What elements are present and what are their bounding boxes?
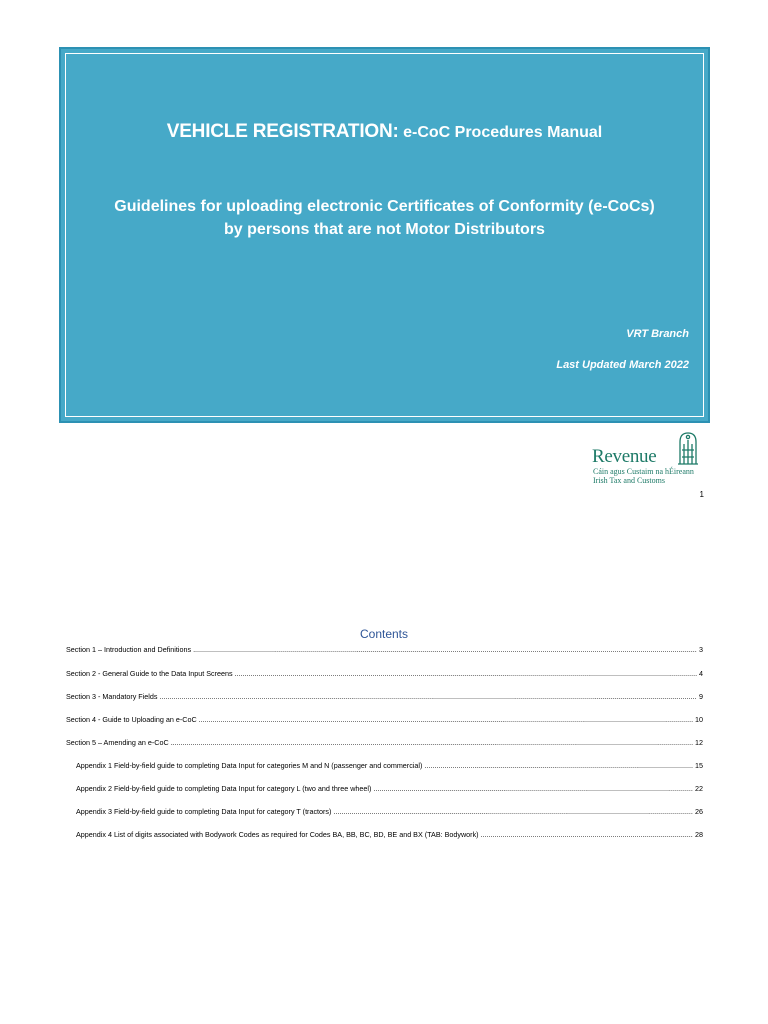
- toc-entry[interactable]: [66, 692, 703, 704]
- cover-inner-border: [65, 53, 704, 417]
- page-number: 1: [699, 490, 704, 499]
- toc-entry-page: 15: [695, 761, 703, 770]
- toc-entry[interactable]: [66, 645, 703, 657]
- toc-entry-label: Section 5 – Amending an e-CoC: [66, 738, 169, 747]
- toc-leader-dots: [171, 738, 693, 747]
- title-main: VEHICLE REGISTRATION:: [166, 121, 399, 142]
- revenue-harp-icon: [676, 430, 700, 466]
- toc-entry-label: Appendix 4 List of digits associated with Bodywork Codes as required for Codes BA, BB, BC, BD, BE and BX (TAB: Bodywork): [76, 830, 479, 839]
- document-subtitle: [66, 195, 703, 241]
- toc-entry-page: 4: [699, 669, 703, 678]
- toc-entry-page: 10: [695, 715, 703, 724]
- toc-leader-dots: [373, 784, 693, 793]
- contents-heading: Contents: [359, 627, 409, 641]
- toc-entry[interactable]: [66, 669, 703, 681]
- logo-irish-tagline: Cáin agus Custaim na hÉireann: [593, 467, 694, 476]
- logo-wordmark: Revenue: [592, 446, 657, 467]
- toc-entry[interactable]: [66, 738, 703, 750]
- subtitle-line-2: by persons that are not Motor Distributors: [224, 221, 545, 238]
- cover-panel: [59, 47, 710, 423]
- toc-entry-page: 28: [695, 830, 703, 839]
- toc-entry-label: Appendix 2 Field-by-field guide to completing Data Input for category L (two and three wheel): [76, 784, 372, 793]
- toc-entry-label: Section 1 – Introduction and Definitions: [66, 645, 192, 654]
- last-updated: Last Updated March 2022: [556, 359, 689, 371]
- toc-leader-dots: [333, 807, 693, 816]
- toc-leader-dots: [193, 645, 697, 654]
- logo-english-tagline: Irish Tax and Customs: [593, 476, 665, 485]
- toc-leader-dots: [235, 669, 697, 678]
- title-sub: e-CoC Procedures Manual: [398, 124, 603, 141]
- toc-entry[interactable]: [76, 761, 703, 773]
- toc-entry-page: 12: [695, 738, 703, 747]
- toc-leader-dots: [481, 830, 693, 839]
- toc-entry-page: 26: [695, 807, 703, 816]
- toc-entry-label: Appendix 1 Field-by-field guide to completing Data Input for categories M and N (passenger and commercial): [76, 761, 423, 770]
- toc-entry[interactable]: [76, 807, 703, 819]
- toc-entry-label: Section 4 - Guide to Uploading an e-CoC: [66, 715, 197, 724]
- toc-entry-label: Section 2 - General Guide to the Data Input Screens: [66, 669, 233, 678]
- toc-entry[interactable]: [66, 715, 703, 727]
- subtitle-line-1: Guidelines for uploading electronic Certificates of Conformity (e-CoCs): [114, 198, 655, 215]
- toc-leader-dots: [159, 692, 697, 701]
- toc-entry-page: 22: [695, 784, 703, 793]
- toc-entry-page: 9: [699, 692, 703, 701]
- document-title: [66, 121, 703, 143]
- toc-entry-label: Appendix 3 Field-by-field guide to completing Data Input for category T (tractors): [76, 807, 332, 816]
- branch-name: VRT Branch: [626, 328, 689, 340]
- toc-entry[interactable]: [76, 784, 703, 796]
- revenue-logo: [590, 430, 710, 488]
- toc-entry-label: Section 3 - Mandatory Fields: [66, 692, 158, 701]
- toc-entry-page: 3: [699, 645, 703, 654]
- toc-leader-dots: [424, 761, 693, 770]
- toc-entry[interactable]: [76, 830, 703, 842]
- toc-leader-dots: [199, 715, 693, 724]
